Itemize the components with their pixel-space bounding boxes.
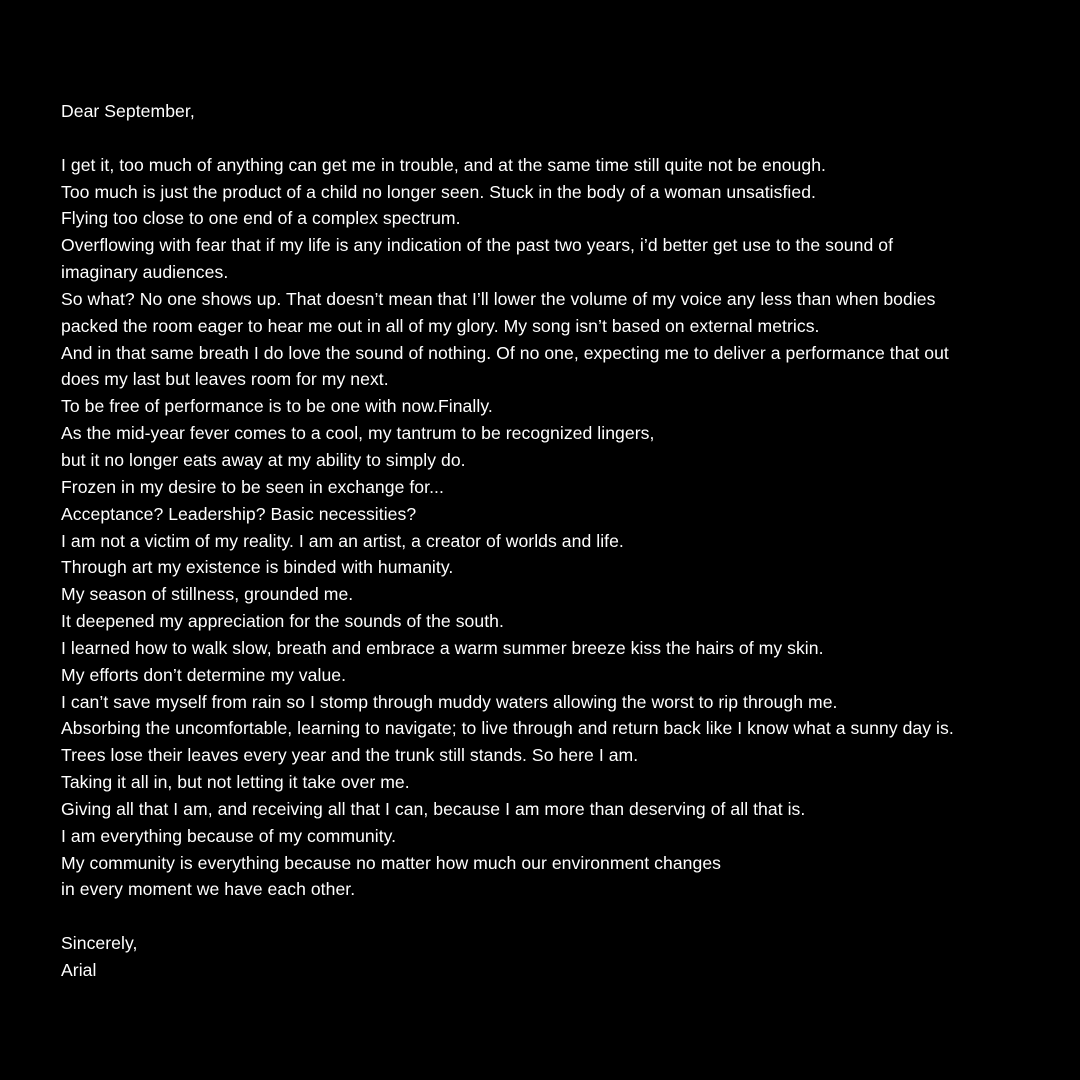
body-line: packed the room eager to hear me out in all of my glory. My song isn’t based on external metrics.	[61, 315, 820, 336]
body-line: My community is everything because no matter how much our environment changes	[61, 852, 722, 873]
body-line: It deepened my appreciation for the sounds of the south.	[61, 611, 504, 632]
spacer	[61, 125, 1051, 152]
letter-body	[61, 152, 1051, 904]
body-line: Frozen in my desire to be seen in exchange for...	[61, 476, 444, 497]
body-line: Taking it all in, but not letting it take over me.	[61, 772, 410, 793]
signature: Arial	[61, 960, 97, 980]
body-line: Overflowing with fear that if my life is any indication of the past two years, i’d better get use to the sound of	[61, 235, 894, 256]
body-line: I can’t save myself from rain so I stomp through muddy waters allowing the worst to rip through me.	[61, 691, 838, 712]
body-line: Too much is just the product of a child no longer seen. Stuck in the body of a woman unsatisfied.	[61, 181, 816, 202]
body-line: Giving all that I am, and receiving all that I can, because I am more than deserving of all that is.	[61, 798, 806, 819]
body-line: My season of stillness, grounded me.	[61, 584, 354, 605]
body-line: As the mid-year fever comes to a cool, my tantrum to be recognized lingers,	[61, 423, 655, 444]
body-line: Absorbing the uncomfortable, learning to navigate; to live through and return back like I know what a sunny day is.	[61, 718, 954, 739]
closing: Sincerely,	[61, 933, 138, 954]
body-line: I get it, too much of anything can get me in trouble, and at the same time still quite not be enough.	[61, 154, 826, 175]
letter	[61, 98, 1051, 984]
body-line: So what? No one shows up. That doesn’t mean that I’ll lower the volume of my voice any less than when bodies	[61, 288, 936, 309]
body-line: And in that same breath I do love the sound of nothing. Of no one, expecting me to deliver a performance that out	[61, 342, 949, 363]
body-line: My efforts don’t determine my value.	[61, 664, 347, 685]
body-line: To be free of performance is to be one with now.Finally.	[61, 396, 493, 417]
body-line: I am everything because of my community.	[61, 825, 397, 846]
body-line: but it no longer eats away at my ability to simply do.	[61, 449, 466, 470]
spacer	[61, 903, 1051, 930]
body-line: I learned how to walk slow, breath and embrace a warm summer breeze kiss the hairs of my skin.	[61, 637, 824, 658]
body-line: Trees lose their leaves every year and the trunk still stands. So here I am.	[61, 745, 639, 766]
body-line: Through art my existence is binded with humanity.	[61, 557, 454, 578]
body-line: Acceptance? Leadership? Basic necessities?	[61, 503, 417, 524]
body-line: Flying too close to one end of a complex spectrum.	[61, 208, 461, 229]
body-line: in every moment we have each other.	[61, 879, 356, 900]
body-line: imaginary audiences.	[61, 262, 229, 283]
body-line: I am not a victim of my reality. I am an artist, a creator of worlds and life.	[61, 530, 624, 551]
body-line: does my last but leaves room for my next.	[61, 369, 389, 390]
salutation: Dear September,	[61, 101, 195, 121]
